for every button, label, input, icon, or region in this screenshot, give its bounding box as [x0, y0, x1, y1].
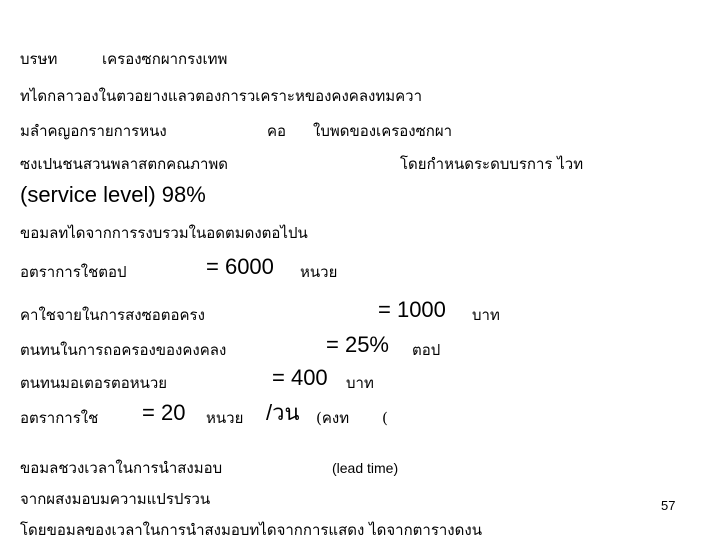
- order-cost-value: = 1000: [378, 297, 446, 322]
- line3-part-b: คอ: [267, 122, 287, 140]
- lead-time-term: (lead time): [332, 460, 399, 476]
- daily-usage-label: อตราการใช: [20, 409, 99, 427]
- lead-time-label: ขอมลชวงเวลาในการนำสงมอบ: [20, 459, 223, 477]
- text-line-14: โดยขอมลของเวลาในการนำสงมอบทไดจากการแสดง ไดจากตารางดงน: [20, 521, 482, 539]
- order-cost-unit: บาท: [472, 306, 500, 324]
- order-cost-label: คาใชจายในการสงซอตอครง: [20, 306, 205, 324]
- annual-usage-value: = 6000: [206, 254, 274, 279]
- daily-usage-unit: หนวย: [206, 409, 244, 427]
- text-line-6: ขอมลทไดจากการรงบรวมในอดตมดงตอไปน: [20, 224, 308, 242]
- unit-cost-value: = 400: [272, 365, 328, 390]
- text-line-2: ทไดกลาวองในตวอยางแลวตองการวเคราะหของคงคลงทมควา: [20, 87, 422, 105]
- annual-usage-label: อตราการใชตอป: [20, 263, 127, 281]
- text-line-13: จากผสงมอบมความแปรปรวน: [20, 490, 211, 508]
- holding-cost-unit: ตอป: [412, 341, 441, 359]
- daily-usage-per: /วน: [266, 400, 300, 425]
- line4-part-a: ซงเปนชนสวนพลาสตกคณภาพด: [20, 155, 229, 173]
- daily-usage-note: (คงท: [316, 409, 350, 427]
- line3-part-a: มลำคญอกรายการหนง: [20, 122, 167, 140]
- service-level-line: (service level) 98%: [20, 182, 206, 207]
- line4-part-b: โดยกำหนดระดบบรการ ไวท: [400, 155, 584, 173]
- holding-cost-value: = 25%: [326, 332, 389, 357]
- holding-cost-label: ตนทนในการถอครองของคงคลง: [20, 341, 227, 359]
- daily-usage-paren: (: [382, 409, 388, 427]
- company-name: เครองซกผากรงเทพ: [102, 50, 228, 68]
- unit-cost-label: ตนทนมอเตอรตอหนวย: [20, 374, 168, 392]
- annual-usage-unit: หนวย: [300, 263, 338, 281]
- page-number: 57: [661, 498, 676, 513]
- unit-cost-unit: บาท: [346, 374, 374, 392]
- company-label: บรษท: [20, 50, 58, 68]
- line3-part-c: ใบพดของเครองซกผา: [313, 122, 453, 140]
- daily-usage-value: = 20: [142, 400, 186, 425]
